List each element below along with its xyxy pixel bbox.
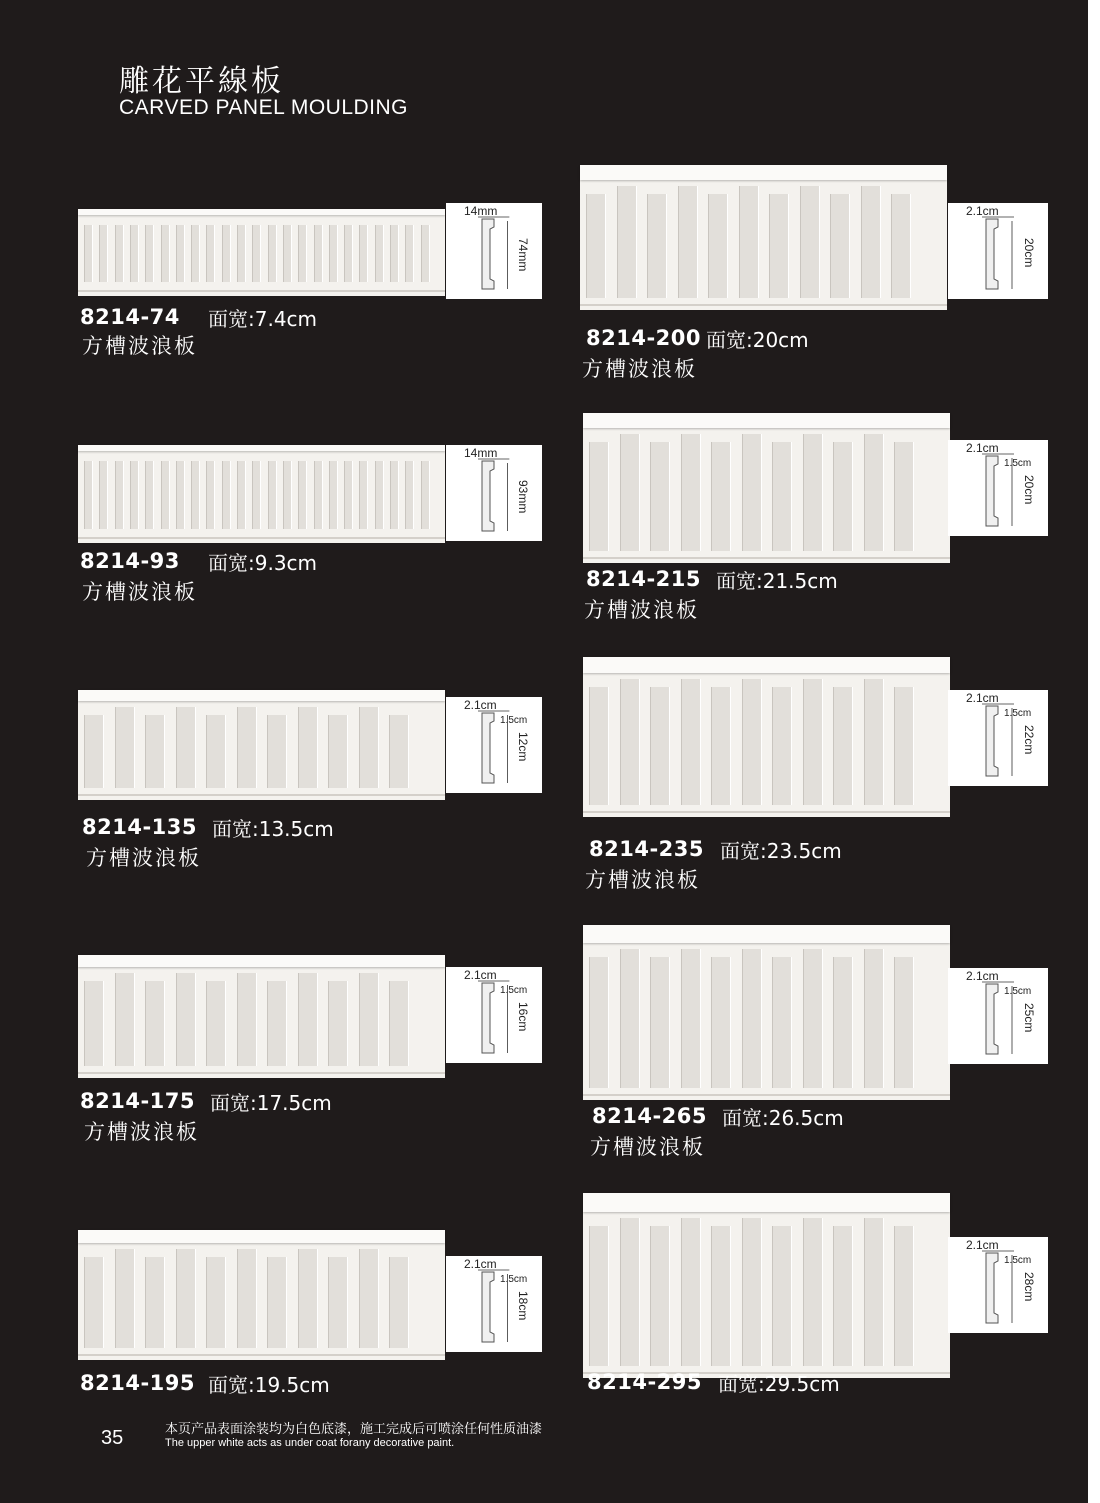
moulding-flute xyxy=(359,1249,379,1348)
moulding-top-cap xyxy=(583,925,950,943)
moulding-flute xyxy=(328,1257,348,1348)
moulding-flute xyxy=(298,973,318,1066)
product-name: 方槽波浪板 xyxy=(82,334,197,358)
moulding-flute xyxy=(375,225,384,282)
profile-diagram xyxy=(446,1256,542,1352)
moulding-flute xyxy=(772,442,792,551)
moulding-bottom-edge xyxy=(78,794,445,796)
moulding-flute xyxy=(589,687,609,805)
product-width: 面宽:9.3cm xyxy=(208,551,318,575)
moulding-flute xyxy=(772,687,792,805)
moulding-flute xyxy=(833,1226,853,1366)
profile-top-dimension: 2.1cm xyxy=(464,968,497,982)
moulding-flute xyxy=(617,186,637,298)
moulding-flute xyxy=(742,679,762,805)
moulding-flute xyxy=(772,1226,792,1366)
moulding-flute xyxy=(390,461,399,529)
moulding-flute xyxy=(84,1257,104,1348)
product-width: 面宽:19.5cm xyxy=(208,1373,330,1397)
moulding-flute xyxy=(176,707,196,788)
moulding-flute xyxy=(864,434,884,551)
moulding-flute xyxy=(389,1257,409,1348)
product-width: 面宽:21.5cm xyxy=(716,569,838,593)
moulding-flute xyxy=(681,1218,701,1366)
product-name: 方槽波浪板 xyxy=(82,580,197,604)
moulding-top-cap xyxy=(583,657,950,673)
moulding-flute xyxy=(84,225,93,282)
profile-step-dimension: 1.5cm xyxy=(500,985,528,996)
moulding-bottom-edge xyxy=(583,811,950,813)
moulding-flute xyxy=(708,194,728,298)
product-code: 8214-265 xyxy=(592,1104,707,1128)
moulding-flute xyxy=(589,442,609,551)
moulding-flute xyxy=(620,679,640,805)
product-name: 方槽波浪板 xyxy=(582,357,697,381)
moulding-flute xyxy=(359,707,379,788)
moulding-flute xyxy=(421,225,430,282)
product-width: 面宽:26.5cm xyxy=(722,1106,844,1130)
moulding-flute xyxy=(803,434,823,551)
moulding-image xyxy=(583,657,950,817)
profile-diagram xyxy=(446,967,542,1063)
product-width: 面宽:7.4cm xyxy=(208,307,318,331)
product-code: 8214-235 xyxy=(589,837,704,861)
moulding-flute xyxy=(344,225,353,282)
moulding-flute xyxy=(586,194,606,298)
moulding-flute xyxy=(650,957,670,1088)
product-code: 8214-74 xyxy=(80,305,180,329)
moulding-image xyxy=(583,925,950,1100)
product-code: 8214-175 xyxy=(80,1089,195,1113)
moulding-bottom-edge xyxy=(78,537,445,539)
moulding-flute xyxy=(176,461,185,529)
moulding-flute xyxy=(145,981,165,1066)
moulding-flute xyxy=(237,225,246,282)
moulding-flute xyxy=(833,442,853,551)
moulding-flute xyxy=(891,194,911,298)
moulding-flute xyxy=(803,679,823,805)
profile-diagram xyxy=(948,968,1048,1064)
moulding-image xyxy=(583,413,950,563)
moulding-flute xyxy=(252,225,261,282)
moulding-flute xyxy=(833,957,853,1088)
moulding-flute xyxy=(329,461,338,529)
page-title-en: CARVED PANEL MOULDING xyxy=(119,96,409,119)
moulding-flute xyxy=(830,194,850,298)
moulding-flute xyxy=(359,973,379,1066)
moulding-top-edge xyxy=(78,445,445,451)
profile-height-dimension: 28cm xyxy=(1022,1272,1036,1302)
moulding-flute xyxy=(130,461,139,529)
moulding-flute xyxy=(84,715,104,788)
moulding-flute xyxy=(742,949,762,1088)
moulding-flute xyxy=(861,186,881,298)
moulding-flute xyxy=(650,1226,670,1366)
moulding-flute xyxy=(222,461,231,529)
moulding-flute xyxy=(145,225,154,282)
profile-top-dimension: 2.1cm xyxy=(966,1238,999,1252)
moulding-image xyxy=(580,165,947,310)
product-name: 方槽波浪板 xyxy=(84,1120,199,1144)
moulding-flute xyxy=(222,225,231,282)
moulding-flute xyxy=(405,225,414,282)
moulding-flute xyxy=(267,715,287,788)
moulding-flute xyxy=(681,949,701,1088)
moulding-flute xyxy=(650,442,670,551)
moulding-flute xyxy=(145,1257,165,1348)
product-width: 面宽:29.5cm xyxy=(718,1372,840,1396)
footer-note-cn: 本页产品表面涂装均为白色底漆，施工完成后可喷涂任何性质油漆 xyxy=(165,1422,543,1437)
moulding-top-cap xyxy=(583,1193,950,1212)
moulding-flute xyxy=(298,225,307,282)
moulding-image xyxy=(78,955,445,1078)
profile-top-dimension: 2.1cm xyxy=(464,698,497,712)
moulding-flute xyxy=(375,461,384,529)
profile-height-dimension: 16cm xyxy=(516,1002,530,1032)
moulding-flute xyxy=(99,461,108,529)
profile-step-dimension: 1.5cm xyxy=(1004,458,1032,469)
moulding-bottom-edge xyxy=(78,1072,445,1074)
moulding-top-edge xyxy=(78,209,445,215)
moulding-flute xyxy=(711,687,731,805)
moulding-flute xyxy=(389,715,409,788)
moulding-flute xyxy=(359,225,368,282)
moulding-flute xyxy=(283,461,292,529)
moulding-flute xyxy=(267,1257,287,1348)
page-number: 35 xyxy=(101,1427,124,1449)
product-code: 8214-295 xyxy=(587,1370,702,1394)
moulding-flute xyxy=(681,679,701,805)
moulding-flute xyxy=(647,194,667,298)
product-name: 方槽波浪板 xyxy=(585,868,700,892)
moulding-flute xyxy=(833,687,853,805)
moulding-flute xyxy=(359,461,368,529)
moulding-flute xyxy=(389,981,409,1066)
moulding-flute xyxy=(711,1226,731,1366)
profile-step-dimension: 1.5cm xyxy=(1004,708,1032,719)
moulding-flute xyxy=(894,442,914,551)
moulding-top-cap xyxy=(78,690,445,701)
moulding-flute xyxy=(769,194,789,298)
moulding-flute xyxy=(894,957,914,1088)
moulding-flute xyxy=(620,949,640,1088)
moulding-flute xyxy=(176,225,185,282)
product-width: 面宽:23.5cm xyxy=(720,839,842,863)
profile-top-dimension: 14mm xyxy=(464,204,498,218)
moulding-flute xyxy=(800,186,820,298)
moulding-flute xyxy=(681,434,701,551)
moulding-flute xyxy=(99,225,108,282)
moulding-flute xyxy=(176,973,196,1066)
moulding-flute xyxy=(894,1226,914,1366)
moulding-flute xyxy=(115,1249,135,1348)
page-title-cn: 雕花平線板 xyxy=(119,64,284,99)
moulding-flute xyxy=(589,1226,609,1366)
moulding-flute xyxy=(390,225,399,282)
moulding-image xyxy=(583,1193,950,1378)
moulding-flute xyxy=(176,1249,196,1348)
moulding-flute xyxy=(268,461,277,529)
moulding-flute xyxy=(145,715,165,788)
moulding-flute xyxy=(864,1218,884,1366)
profile-diagram xyxy=(948,203,1048,299)
moulding-flute xyxy=(739,186,759,298)
moulding-flute xyxy=(620,1218,640,1366)
moulding-flute xyxy=(328,981,348,1066)
profile-diagram xyxy=(446,697,542,793)
moulding-flute xyxy=(145,461,154,529)
profile-top-dimension: 2.1cm xyxy=(966,441,999,455)
moulding-flute xyxy=(803,1218,823,1366)
product-name: 方槽波浪板 xyxy=(86,846,201,870)
profile-top-dimension: 14mm xyxy=(464,446,498,460)
moulding-flute xyxy=(298,1249,318,1348)
profile-diagram xyxy=(446,445,542,541)
profile-height-dimension: 18cm xyxy=(516,1291,530,1321)
moulding-flute xyxy=(421,461,430,529)
profile-diagram xyxy=(446,203,542,299)
moulding-bottom-edge xyxy=(78,290,445,292)
moulding-image xyxy=(78,690,445,800)
moulding-top-cap xyxy=(78,1230,445,1243)
moulding-flute xyxy=(161,225,170,282)
moulding-bottom-edge xyxy=(580,304,947,306)
moulding-top-cap xyxy=(580,165,947,180)
product-code: 8214-135 xyxy=(82,815,197,839)
moulding-flute xyxy=(161,461,170,529)
moulding-flute xyxy=(803,949,823,1088)
profile-step-dimension: 1.5cm xyxy=(1004,986,1032,997)
moulding-top-cap xyxy=(583,413,950,428)
product-width: 面宽:13.5cm xyxy=(212,817,334,841)
moulding-flute xyxy=(84,461,93,529)
profile-top-dimension: 2.1cm xyxy=(966,691,999,705)
product-name: 方槽波浪板 xyxy=(584,598,699,622)
moulding-flute xyxy=(115,461,124,529)
product-name: 方槽波浪板 xyxy=(590,1135,705,1159)
moulding-flute xyxy=(191,225,200,282)
moulding-flute xyxy=(252,461,261,529)
moulding-flute xyxy=(298,461,307,529)
moulding-flute xyxy=(711,442,731,551)
moulding-flute xyxy=(894,687,914,805)
product-code: 8214-93 xyxy=(80,549,180,573)
moulding-flute xyxy=(864,949,884,1088)
profile-top-dimension: 2.1cm xyxy=(966,204,999,218)
moulding-flute xyxy=(298,707,318,788)
profile-height-dimension: 12cm xyxy=(516,732,530,762)
moulding-flute xyxy=(650,687,670,805)
moulding-flute xyxy=(267,981,287,1066)
moulding-flute xyxy=(314,461,323,529)
moulding-flute xyxy=(115,973,135,1066)
profile-diagram xyxy=(948,690,1048,786)
moulding-flute xyxy=(589,957,609,1088)
moulding-flute xyxy=(344,461,353,529)
moulding-flute xyxy=(329,225,338,282)
moulding-flute xyxy=(237,461,246,529)
moulding-flute xyxy=(206,225,215,282)
profile-height-dimension: 20cm xyxy=(1022,238,1036,268)
moulding-flute xyxy=(742,1218,762,1366)
moulding-image xyxy=(78,209,445,296)
product-code: 8214-200 xyxy=(586,326,701,350)
moulding-flute xyxy=(405,461,414,529)
moulding-bottom-edge xyxy=(583,557,950,559)
moulding-flute xyxy=(206,715,226,788)
profile-height-dimension: 74mm xyxy=(516,238,530,272)
profile-top-dimension: 2.1cm xyxy=(464,1257,497,1271)
product-code: 8214-195 xyxy=(80,1371,195,1395)
moulding-flute xyxy=(328,715,348,788)
footer-note-en: The upper white acts as under coat forany decorative paint. xyxy=(165,1437,455,1449)
moulding-flute xyxy=(206,1257,226,1348)
profile-diagram xyxy=(948,1237,1048,1333)
moulding-flute xyxy=(191,461,200,529)
profile-step-dimension: 1.5cm xyxy=(500,715,528,726)
moulding-flute xyxy=(206,461,215,529)
profile-height-dimension: 20cm xyxy=(1022,475,1036,505)
profile-step-dimension: 1.5cm xyxy=(500,1274,528,1285)
product-code: 8214-215 xyxy=(586,567,701,591)
moulding-flute xyxy=(678,186,698,298)
moulding-flute xyxy=(864,679,884,805)
moulding-flute xyxy=(130,225,139,282)
moulding-flute xyxy=(620,434,640,551)
profile-step-dimension: 1.5cm xyxy=(1004,1255,1032,1266)
moulding-flute xyxy=(237,707,257,788)
moulding-image xyxy=(78,1230,445,1360)
moulding-flute xyxy=(115,225,124,282)
profile-height-dimension: 93mm xyxy=(516,480,530,514)
moulding-flute xyxy=(84,981,104,1066)
right-edge-strip xyxy=(1088,0,1100,1503)
moulding-flute xyxy=(772,957,792,1088)
moulding-flute xyxy=(237,973,257,1066)
profile-height-dimension: 22cm xyxy=(1022,725,1036,755)
profile-top-dimension: 2.1cm xyxy=(966,969,999,983)
moulding-flute xyxy=(206,981,226,1066)
moulding-flute xyxy=(314,225,323,282)
moulding-flute xyxy=(237,1249,257,1348)
moulding-flute xyxy=(742,434,762,551)
moulding-flute xyxy=(711,957,731,1088)
moulding-top-cap xyxy=(78,955,445,967)
profile-diagram xyxy=(948,440,1048,536)
moulding-bottom-edge xyxy=(583,1094,950,1096)
moulding-bottom-edge xyxy=(78,1354,445,1356)
moulding-flute xyxy=(115,707,135,788)
moulding-image xyxy=(78,445,445,543)
moulding-flute xyxy=(268,225,277,282)
product-width: 面宽:20cm xyxy=(706,328,809,352)
product-width: 面宽:17.5cm xyxy=(210,1091,332,1115)
profile-height-dimension: 25cm xyxy=(1022,1003,1036,1033)
moulding-flute xyxy=(283,225,292,282)
